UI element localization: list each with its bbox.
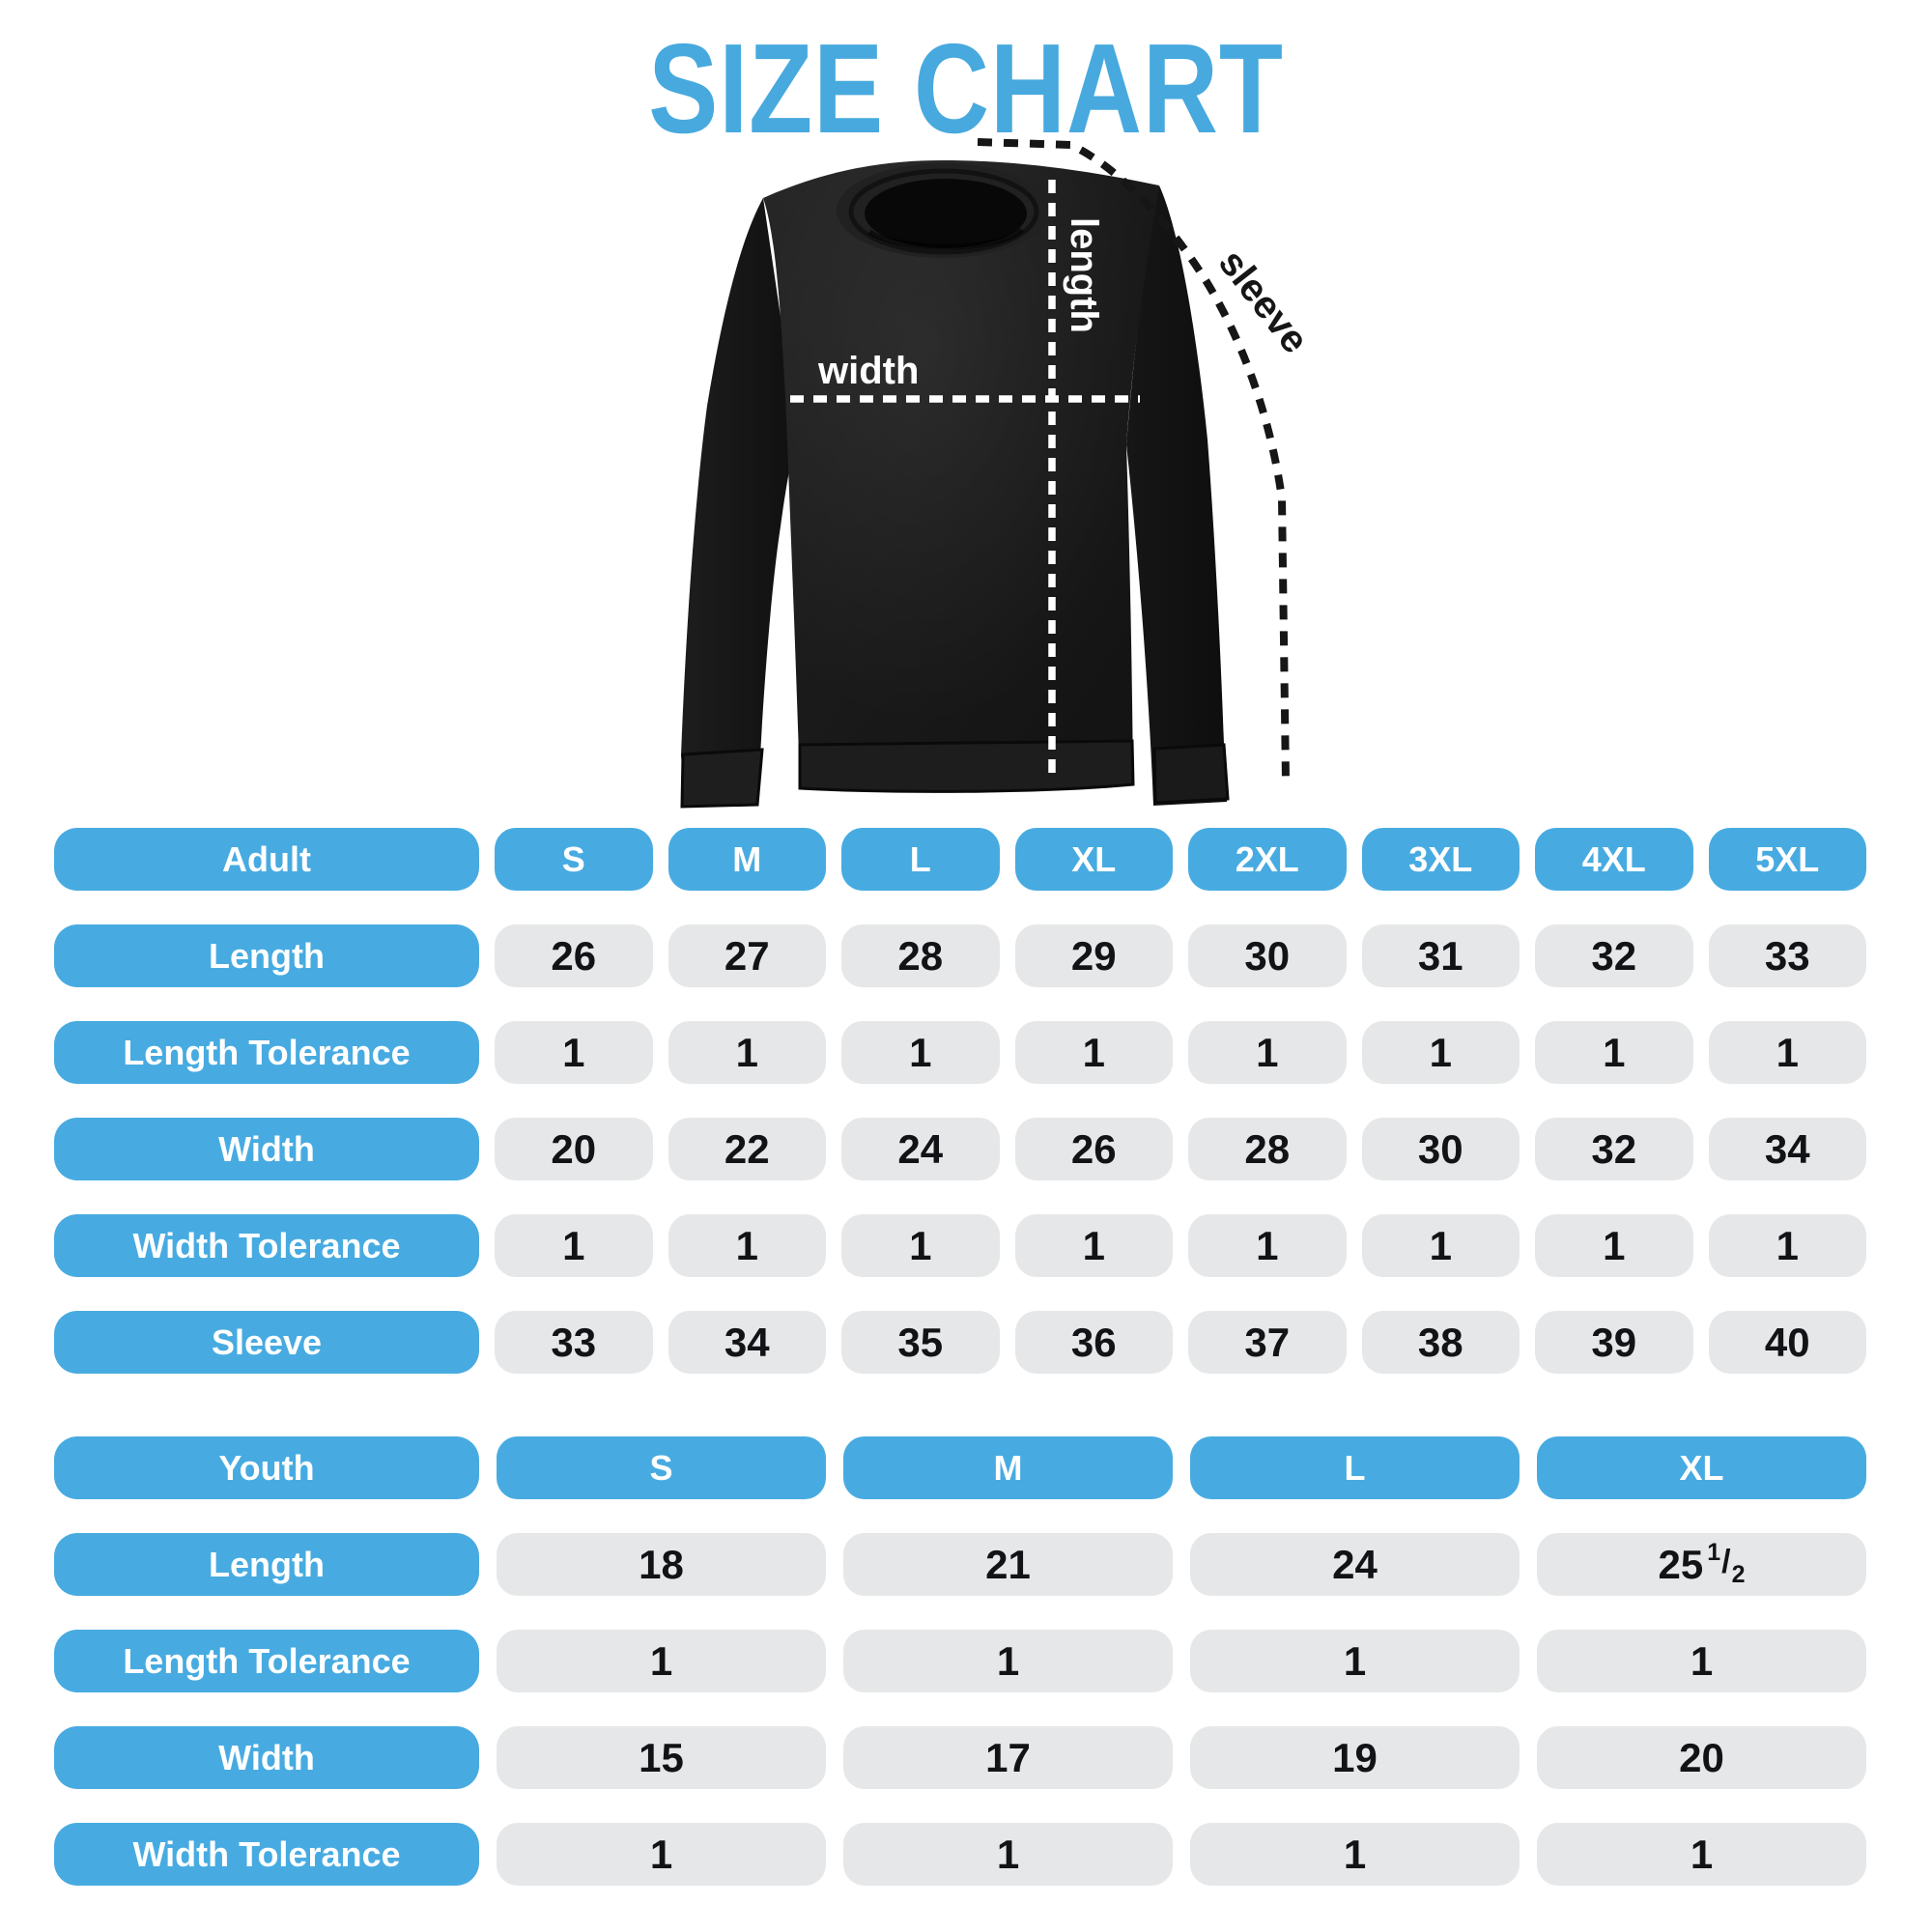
adult-row-label-length-tolerance: Length Tolerance [54,1021,479,1084]
adult-size-header-s: S [495,828,653,891]
adult-size-header-3xl: 3XL [1362,828,1520,891]
adult-sleeve-xl: 36 [1015,1311,1174,1374]
adult-sleeve-l: 35 [841,1311,1000,1374]
adult-sleeve-m: 34 [668,1311,827,1374]
youth-length-tol-xl: 1 [1537,1630,1866,1692]
adult-size-header-xl: XL [1015,828,1174,891]
youth-length-s: 18 [497,1533,826,1596]
adult-length-tol-3xl: 1 [1362,1021,1520,1084]
youth-length-tol-l: 1 [1190,1630,1520,1692]
adult-width-tol-m: 1 [668,1214,827,1277]
adult-length-tol-xl: 1 [1015,1021,1174,1084]
adult-length-3xl: 31 [1362,924,1520,987]
youth-size-header-s: S [497,1436,826,1499]
adult-length-l: 28 [841,924,1000,987]
youth-length-xl-whole: 25 [1658,1541,1704,1587]
hem-band [800,741,1133,791]
youth-size-table [54,1436,1866,1886]
left-cuff [682,750,762,807]
adult-size-header-2xl: 2XL [1188,828,1347,891]
adult-length-m: 27 [668,924,827,987]
youth-length-xl: 25 $^1$ / $_2$ [1537,1533,1866,1596]
adult-length-tol-2xl: 1 [1188,1021,1347,1084]
adult-size-header-m: M [668,828,827,891]
adult-width-xl: 26 [1015,1118,1174,1180]
youth-length-m: 21 [843,1533,1173,1596]
adult-sleeve-s: 33 [495,1311,653,1374]
adult-length-s: 26 [495,924,653,987]
adult-size-header-l: L [841,828,1000,891]
youth-width-l: 19 [1190,1726,1520,1789]
sweatshirt-graphic [541,116,1333,811]
adult-width-tol-xl: 1 [1015,1214,1174,1277]
adult-row-label-width: Width [54,1118,479,1180]
adult-length-tol-l: 1 [841,1021,1000,1084]
adult-sleeve-4xl: 39 [1535,1311,1693,1374]
adult-width-s: 20 [495,1118,653,1180]
adult-width-tol-5xl: 1 [1709,1214,1867,1277]
adult-width-tol-2xl: 1 [1188,1214,1347,1277]
youth-size-header-m: M [843,1436,1173,1499]
width-label: width [818,350,920,392]
youth-width-m: 17 [843,1726,1173,1789]
adult-length-2xl: 30 [1188,924,1347,987]
adult-length-xl: 29 [1015,924,1174,987]
sleeve-label: sleeve [1209,242,1317,361]
adult-width-l: 24 [841,1118,1000,1180]
youth-width-tol-m: 1 [843,1823,1173,1886]
adult-width-tol-4xl: 1 [1535,1214,1693,1277]
adult-length-tol-m: 1 [668,1021,827,1084]
youth-row-label-width: Width [54,1726,479,1789]
adult-width-tol-l: 1 [841,1214,1000,1277]
youth-length-xl-fraction-slash: / [1721,1544,1731,1580]
adult-width-5xl: 34 [1709,1118,1867,1180]
youth-width-tol-xl: 1 [1537,1823,1866,1886]
sweatshirt-diagram [541,116,1333,811]
youth-width-tol-s: 1 [497,1823,826,1886]
youth-width-s: 15 [497,1726,826,1789]
adult-row-label-length: Length [54,924,479,987]
adult-width-m: 22 [668,1118,827,1180]
youth-row-label-length: Length [54,1533,479,1596]
adult-sleeve-3xl: 38 [1362,1311,1520,1374]
youth-size-header-xl: XL [1537,1436,1866,1499]
adult-sleeve-5xl: 40 [1709,1311,1867,1374]
adult-width-3xl: 30 [1362,1118,1520,1180]
youth-length-tol-s: 1 [497,1630,826,1692]
adult-size-header-5xl: 5XL [1709,828,1867,891]
adult-size-table [54,828,1866,1374]
youth-length-l: 24 [1190,1533,1520,1596]
adult-width-4xl: 32 [1535,1118,1693,1180]
adult-size-header-4xl: 4XL [1535,828,1693,891]
adult-row-label-width-tolerance: Width Tolerance [54,1214,479,1277]
youth-row-label-width-tolerance: Width Tolerance [54,1823,479,1886]
youth-size-header-l: L [1190,1436,1520,1499]
youth-table-title: Youth [54,1436,479,1499]
adult-length-4xl: 32 [1535,924,1693,987]
youth-width-tol-l: 1 [1190,1823,1520,1886]
adult-length-tol-4xl: 1 [1535,1021,1693,1084]
adult-width-2xl: 28 [1188,1118,1347,1180]
youth-width-xl: 20 [1537,1726,1866,1789]
page-title-text: SIZE CHART [648,17,1284,159]
adult-length-5xl: 33 [1709,924,1867,987]
adult-table-title: Adult [54,828,479,891]
youth-length-tol-m: 1 [843,1630,1173,1692]
youth-row-label-length-tolerance: Length Tolerance [54,1630,479,1692]
adult-length-tol-s: 1 [495,1021,653,1084]
length-label: length [1063,217,1105,333]
adult-width-tol-3xl: 1 [1362,1214,1520,1277]
adult-length-tol-5xl: 1 [1709,1021,1867,1084]
right-cuff [1154,745,1228,803]
adult-width-tol-s: 1 [495,1214,653,1277]
adult-sleeve-2xl: 37 [1188,1311,1347,1374]
adult-row-label-sleeve: Sleeve [54,1311,479,1374]
